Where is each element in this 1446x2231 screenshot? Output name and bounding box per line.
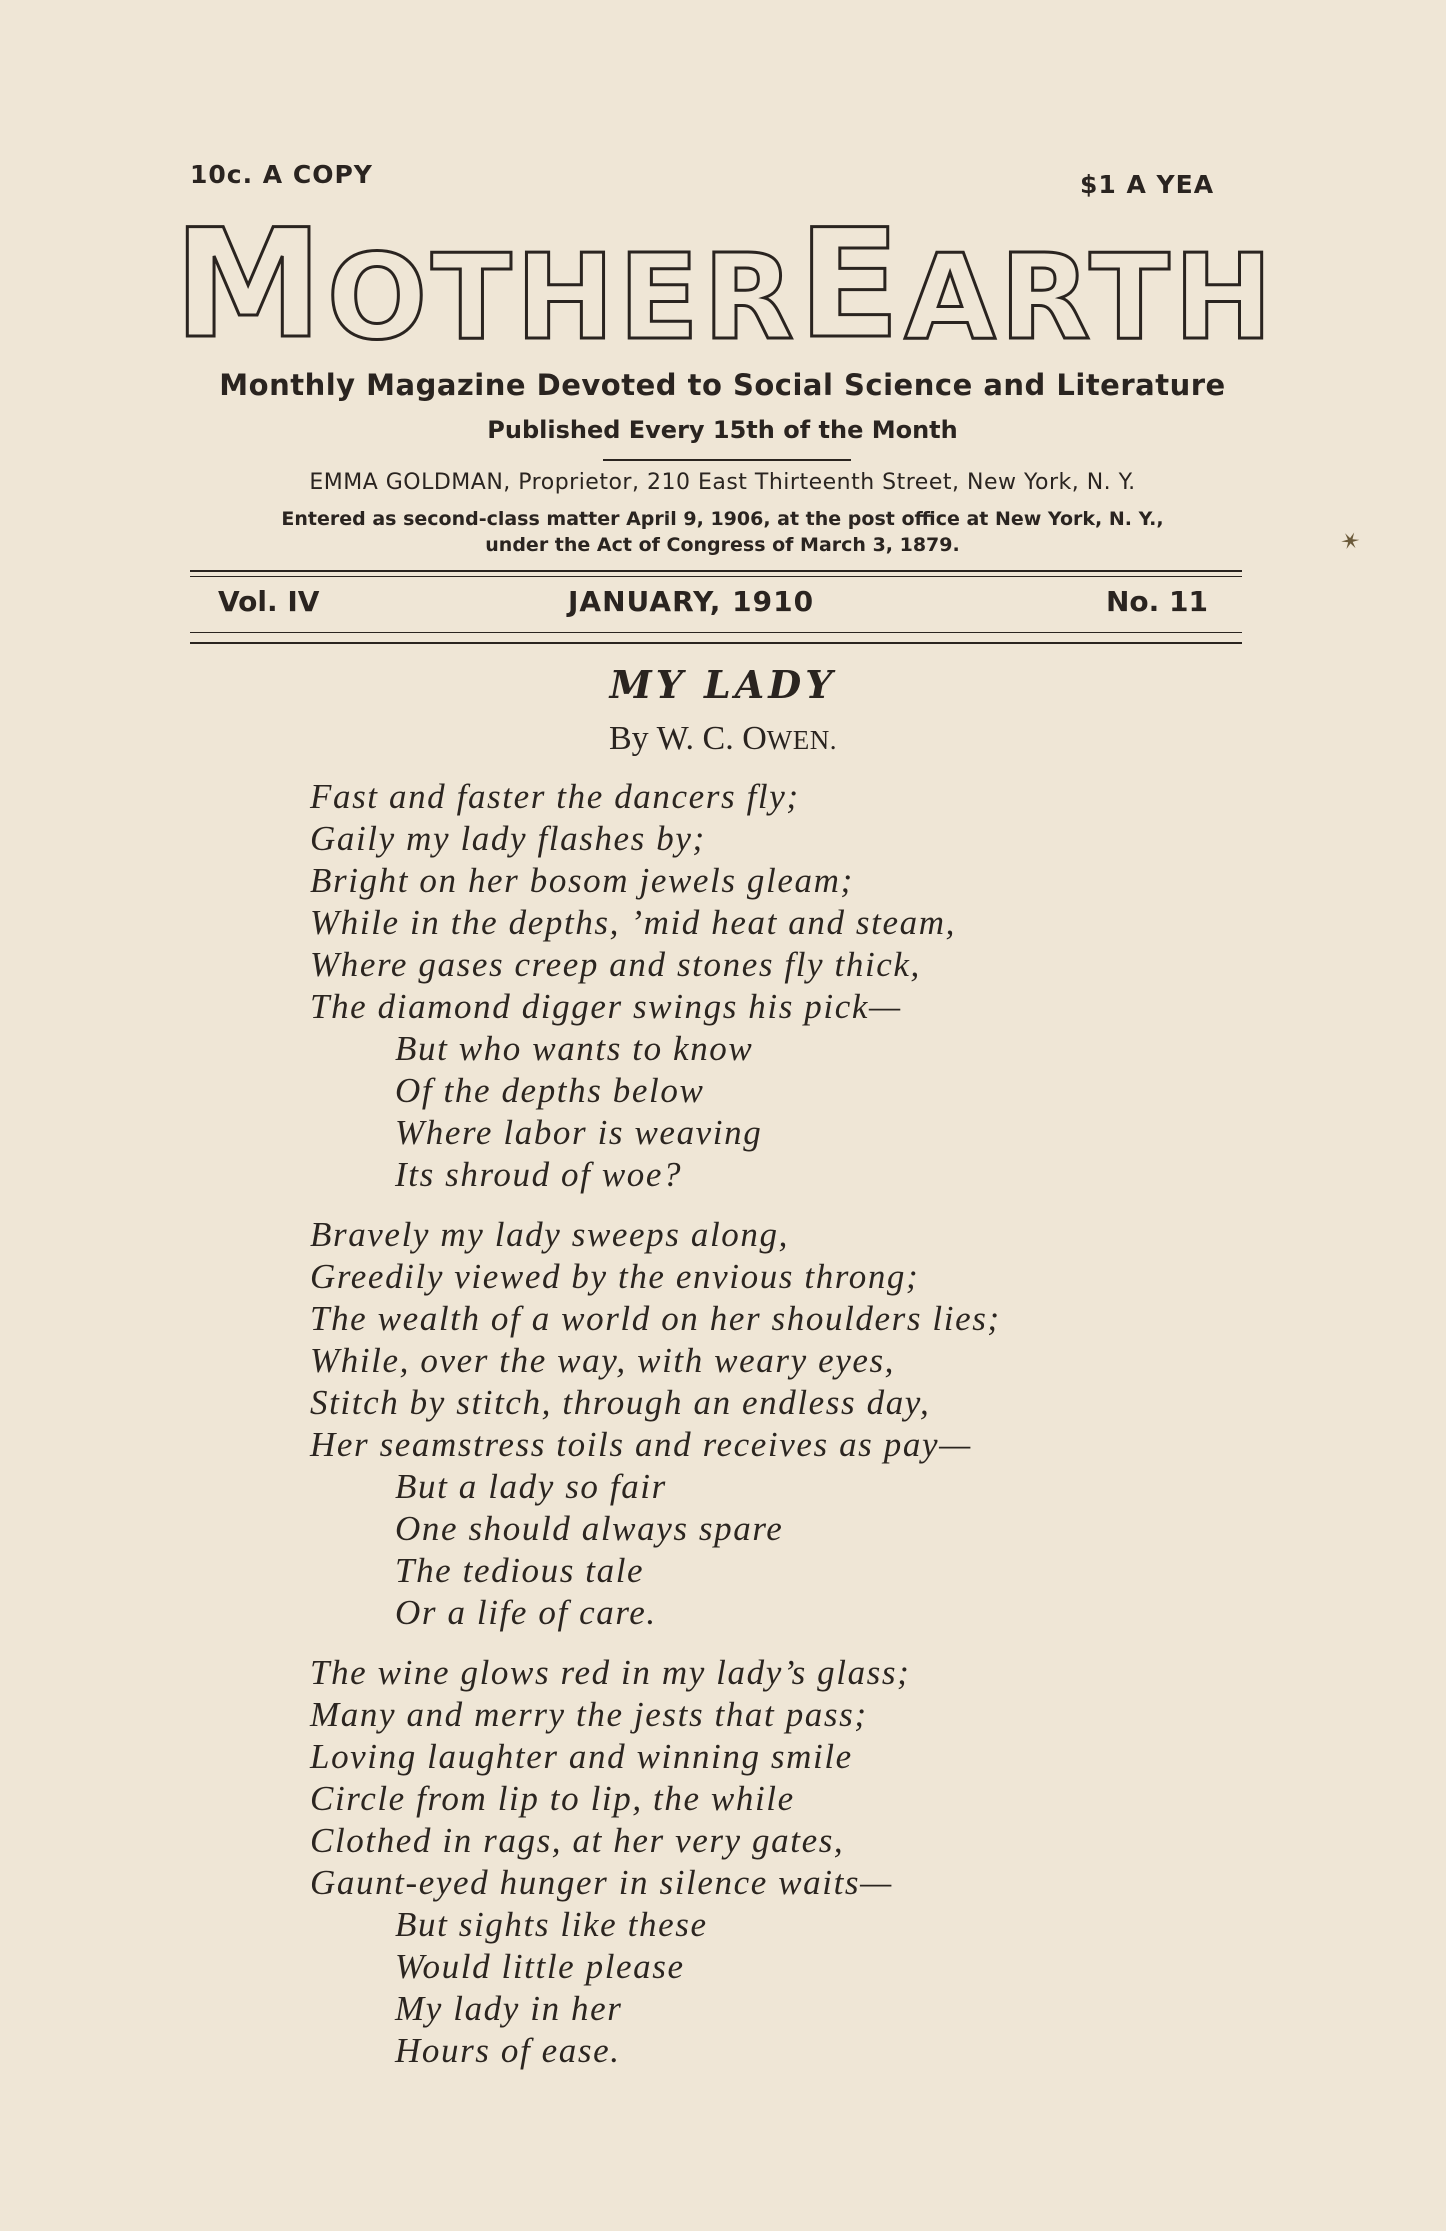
poem-refrain-line: Or a life of care. (395, 1593, 657, 1632)
poem-line: The wine glows red in my lady’s glass; (310, 1653, 911, 1692)
poem-line: Bravely my lady sweeps along, (310, 1215, 789, 1254)
issue-date: JANUARY, 1910 (568, 585, 815, 618)
poem-line: Fast and faster the dancers fly; (310, 777, 800, 816)
volume-label: Vol. IV (218, 585, 320, 618)
poem-line: Loving laughter and winning smile (310, 1737, 853, 1776)
poem-line: Stitch by stitch, through an endless day, (310, 1383, 931, 1422)
poem-line: Greedily viewed by the envious throng; (310, 1257, 920, 1296)
postal-notice-line-2: under the Act of Congress of March 3, 1879. (485, 534, 960, 556)
poem-refrain-line: But sights like these (395, 1905, 708, 1944)
poem-line: Bright on her bosom jewels gleam; (310, 861, 854, 900)
poem-line: Gaunt-eyed hunger in silence waits— (310, 1863, 893, 1902)
poem-refrain-line: Of the depths below (395, 1071, 705, 1110)
poem-refrain-line: My lady in her (395, 1989, 623, 2028)
bottom-rule (190, 642, 1242, 644)
price-per-year: $1 A YEA (1080, 170, 1215, 199)
poem-stanza (310, 776, 1310, 1196)
top-rule-thin (190, 576, 1242, 577)
poem-stanza (310, 1214, 1310, 1634)
masthead-word-other: OTHER (326, 228, 798, 366)
poem-line: Her seamstress toils and receives as pay— (310, 1425, 972, 1464)
poem-line: The wealth of a world on her shoulders lies; (310, 1299, 1001, 1338)
masthead-initial-e: E (797, 198, 905, 372)
byline-text: By W. C. O (609, 720, 767, 757)
poem-refrain-line: One should always spare (395, 1509, 784, 1548)
poem-refrain-line: Would little please (395, 1947, 685, 1986)
poem-line: Gaily my lady flashes by; (310, 819, 706, 858)
poem-line: Circle from lip to lip, the while (310, 1779, 795, 1818)
poem-line: Where gases creep and stones fly thick, (310, 945, 921, 984)
masthead-logo (173, 198, 1277, 372)
poem-byline (0, 720, 1446, 758)
poem-line: While, over the way, with weary eyes, (310, 1341, 896, 1380)
poem-line: The diamond digger swings his pick— (310, 987, 902, 1026)
poem-line: While in the depths, ’mid heat and steam, (310, 903, 956, 942)
poem-refrain-line: Hours of ease. (395, 2031, 621, 2070)
issue-info-row (218, 585, 1208, 621)
postal-notice-line-1: Entered as second-class matter April 9, 1906, at the post office at New York, N. Y., (281, 508, 1164, 530)
top-rule (190, 570, 1242, 572)
poem-refrain-line: But a lady so fair (395, 1467, 667, 1506)
poem-line: Many and merry the jests that pass; (310, 1695, 868, 1734)
divider (603, 459, 851, 461)
masthead-initial-m: M (173, 198, 327, 372)
poem-refrain-line: The tedious tale (395, 1551, 645, 1590)
poem-title: MY LADY (609, 662, 837, 707)
price-per-copy: 10c. A COPY (190, 160, 373, 189)
bottom-rule-thin (190, 632, 1242, 633)
masthead-word-arth: ARTH (904, 228, 1277, 366)
poem-stanza (310, 1652, 1310, 2072)
byline-smallcaps: WEN. (766, 725, 837, 755)
postal-notice (185, 506, 1260, 558)
paper-blemish-icon: ✶ (1334, 525, 1365, 559)
poem-refrain-line: But who wants to know (395, 1029, 754, 1068)
proprietor-line: EMMA GOLDMAN, Proprietor, 210 East Thirteenth Street, New York, N. Y. (309, 470, 1136, 495)
poem-refrain-line: Where labor is weaving (395, 1113, 763, 1152)
poem-body (310, 776, 1310, 2090)
magazine-tagline: Monthly Magazine Devoted to Social Science and Literature (219, 368, 1226, 402)
poem-refrain-line: Its shroud of woe? (395, 1155, 683, 1194)
publication-schedule: Published Every 15th of the Month (487, 416, 958, 444)
poem-line: Clothed in rags, at her very gates, (310, 1821, 845, 1860)
issue-number: No. 11 (1105, 585, 1208, 618)
